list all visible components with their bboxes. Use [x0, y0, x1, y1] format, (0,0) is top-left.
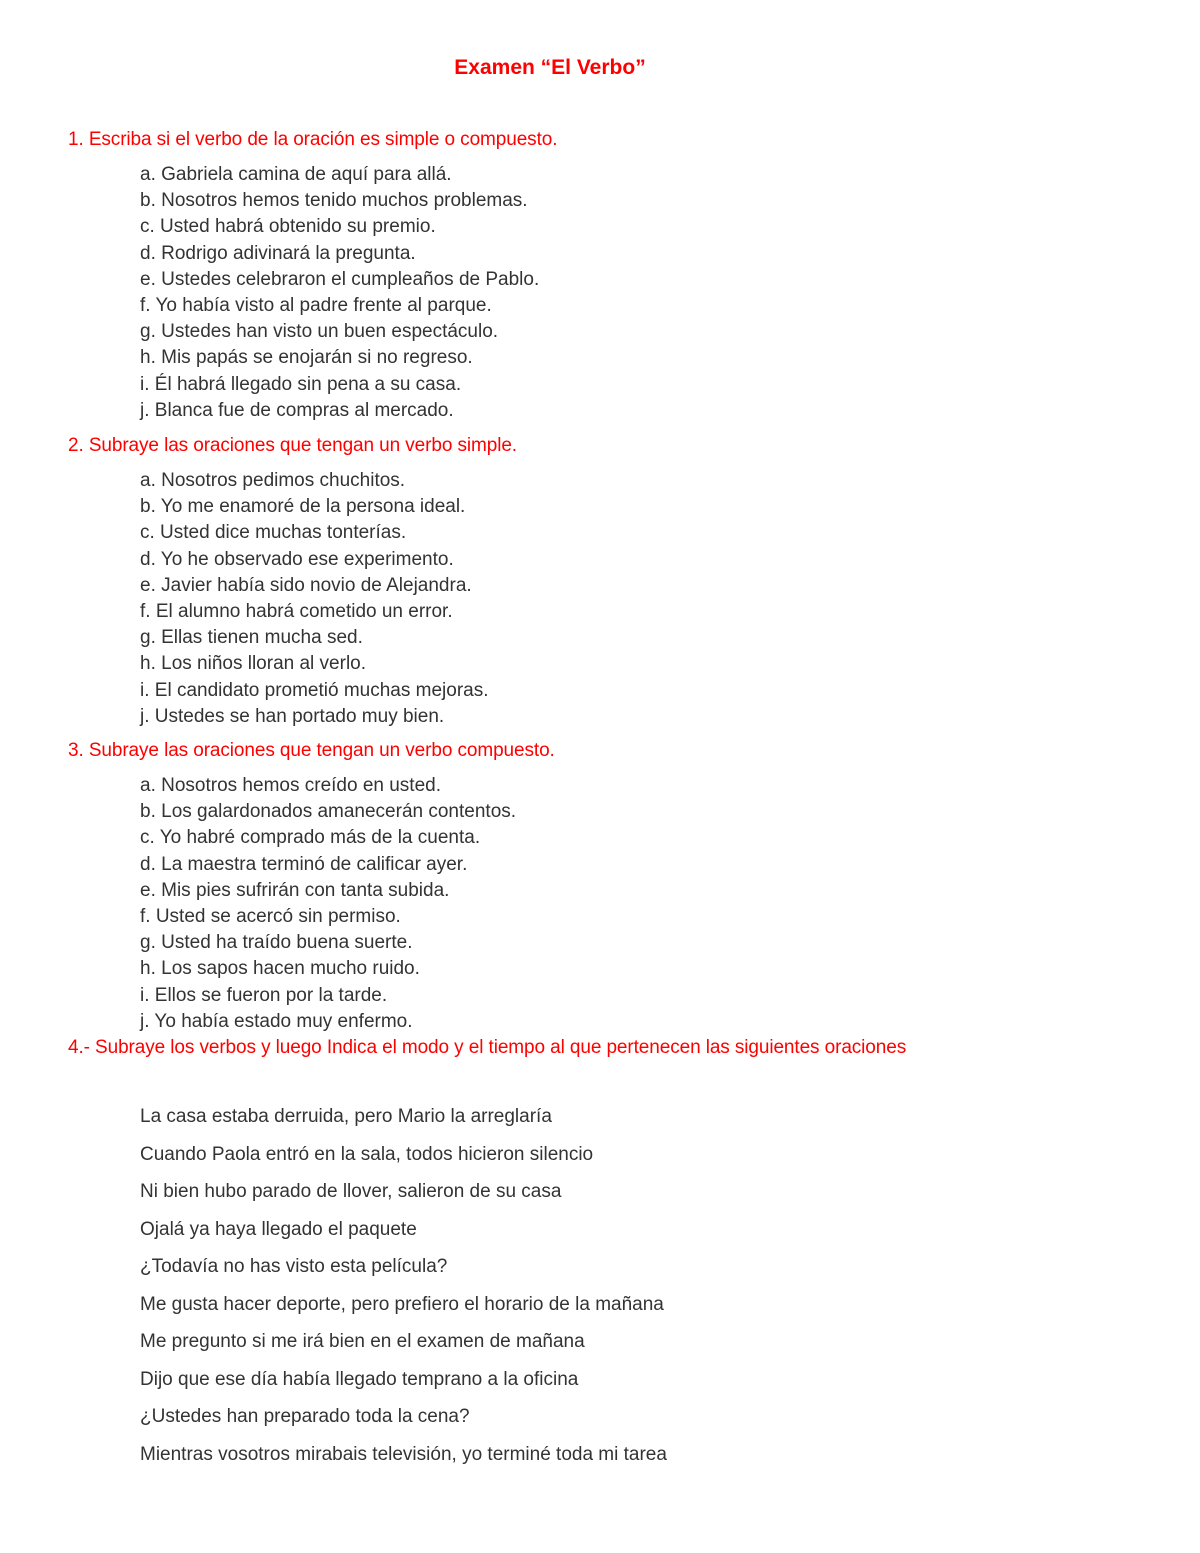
list-item: j. Yo había estado muy enfermo. [140, 1010, 413, 1032]
list-item: f. Yo había visto al padre frente al parque. [140, 294, 492, 316]
list-item: a. Gabriela camina de aquí para allá. [140, 164, 452, 185]
sentence-list [140, 1098, 1160, 1473]
list-item: d. Yo he observado ese experimento. [140, 548, 454, 570]
list-item: h. Mis papás se enojarán si no regreso. [140, 347, 473, 369]
list-item: Dijo que ese día había llegado temprano a la oficina [140, 1368, 579, 1390]
list-item: f. El alumno habrá cometido un error. [140, 600, 453, 622]
list-item: e. Mis pies sufrirán con tanta subida. [140, 879, 450, 901]
list-item: a. Nosotros hemos creído en usted. [140, 775, 441, 796]
list-item: c. Usted habrá obtenido su premio. [140, 216, 436, 238]
section-1 [68, 127, 1160, 424]
item-list [140, 162, 1160, 424]
list-item: b. Nosotros hemos tenido muchos problemas. [140, 190, 528, 212]
section-heading: 3. Subraye las oraciones que tengan un verbo compuesto. [68, 740, 555, 761]
section-4 [68, 1035, 1160, 1473]
list-item: b. Yo me enamoré de la persona ideal. [140, 496, 466, 518]
list-item: d. Rodrigo adivinará la pregunta. [140, 242, 416, 264]
list-item: h. Los niños lloran al verlo. [140, 653, 367, 675]
section-heading: 1. Escriba si el verbo de la oración es simple o compuesto. [68, 129, 558, 150]
item-list [140, 773, 1160, 1035]
list-item: ¿Ustedes han preparado toda la cena? [140, 1406, 470, 1427]
list-item: Ni bien hubo parado de llover, salieron de su casa [140, 1181, 562, 1202]
list-item: Me pregunto si me irá bien en el examen de mañana [140, 1331, 585, 1352]
list-item: e. Javier había sido novio de Alejandra. [140, 574, 472, 596]
list-item: h. Los sapos hacen mucho ruido. [140, 958, 420, 980]
list-item: i. Él habrá llegado sin pena a su casa. [140, 373, 462, 395]
list-item: d. La maestra terminó de calificar ayer. [140, 853, 468, 875]
list-item: Cuando Paola entró en la sala, todos hicieron silencio [140, 1143, 594, 1165]
section-heading: 2. Subraye las oraciones que tengan un verbo simple. [68, 435, 517, 456]
list-item: c. Usted dice muchas tonterías. [140, 522, 407, 544]
section-3 [68, 738, 1160, 1035]
list-item: f. Usted se acercó sin permiso. [140, 905, 401, 927]
list-item: g. Ellas tienen mucha sed. [140, 627, 363, 649]
list-item: c. Yo habré comprado más de la cuenta. [140, 827, 481, 849]
list-item: Ojalá ya haya llegado el paquete [140, 1218, 417, 1240]
list-item: La casa estaba derruida, pero Mario la arreglaría [140, 1106, 552, 1127]
list-item: a. Nosotros pedimos chuchitos. [140, 470, 406, 491]
section-heading: 4.- Subraye los verbos y luego Indica el modo y el tiempo al que pertenecen las siguientes oraciones [68, 1037, 907, 1058]
list-item: i. El candidato prometió muchas mejoras. [140, 679, 489, 701]
list-item: b. Los galardonados amanecerán contentos. [140, 801, 517, 823]
list-item: i. Ellos se fueron por la tarde. [140, 984, 388, 1006]
list-item: g. Ustedes han visto un buen espectáculo. [140, 321, 499, 343]
list-item: j. Blanca fue de compras al mercado. [140, 399, 454, 421]
list-item: g. Usted ha traído buena suerte. [140, 932, 413, 954]
list-item: Me gusta hacer deporte, pero prefiero el horario de la mañana [140, 1293, 664, 1315]
list-item: e. Ustedes celebraron el cumpleaños de Pablo. [140, 268, 540, 290]
item-list [140, 468, 1160, 730]
document-title: Examen “El Verbo” [454, 56, 646, 79]
section-2 [68, 433, 1160, 730]
list-item: ¿Todavía no has visto esta película? [140, 1256, 448, 1277]
list-item: j. Ustedes se han portado muy bien. [140, 705, 445, 727]
list-item: Mientras vosotros mirabais televisión, yo terminé toda mi tarea [140, 1443, 667, 1465]
